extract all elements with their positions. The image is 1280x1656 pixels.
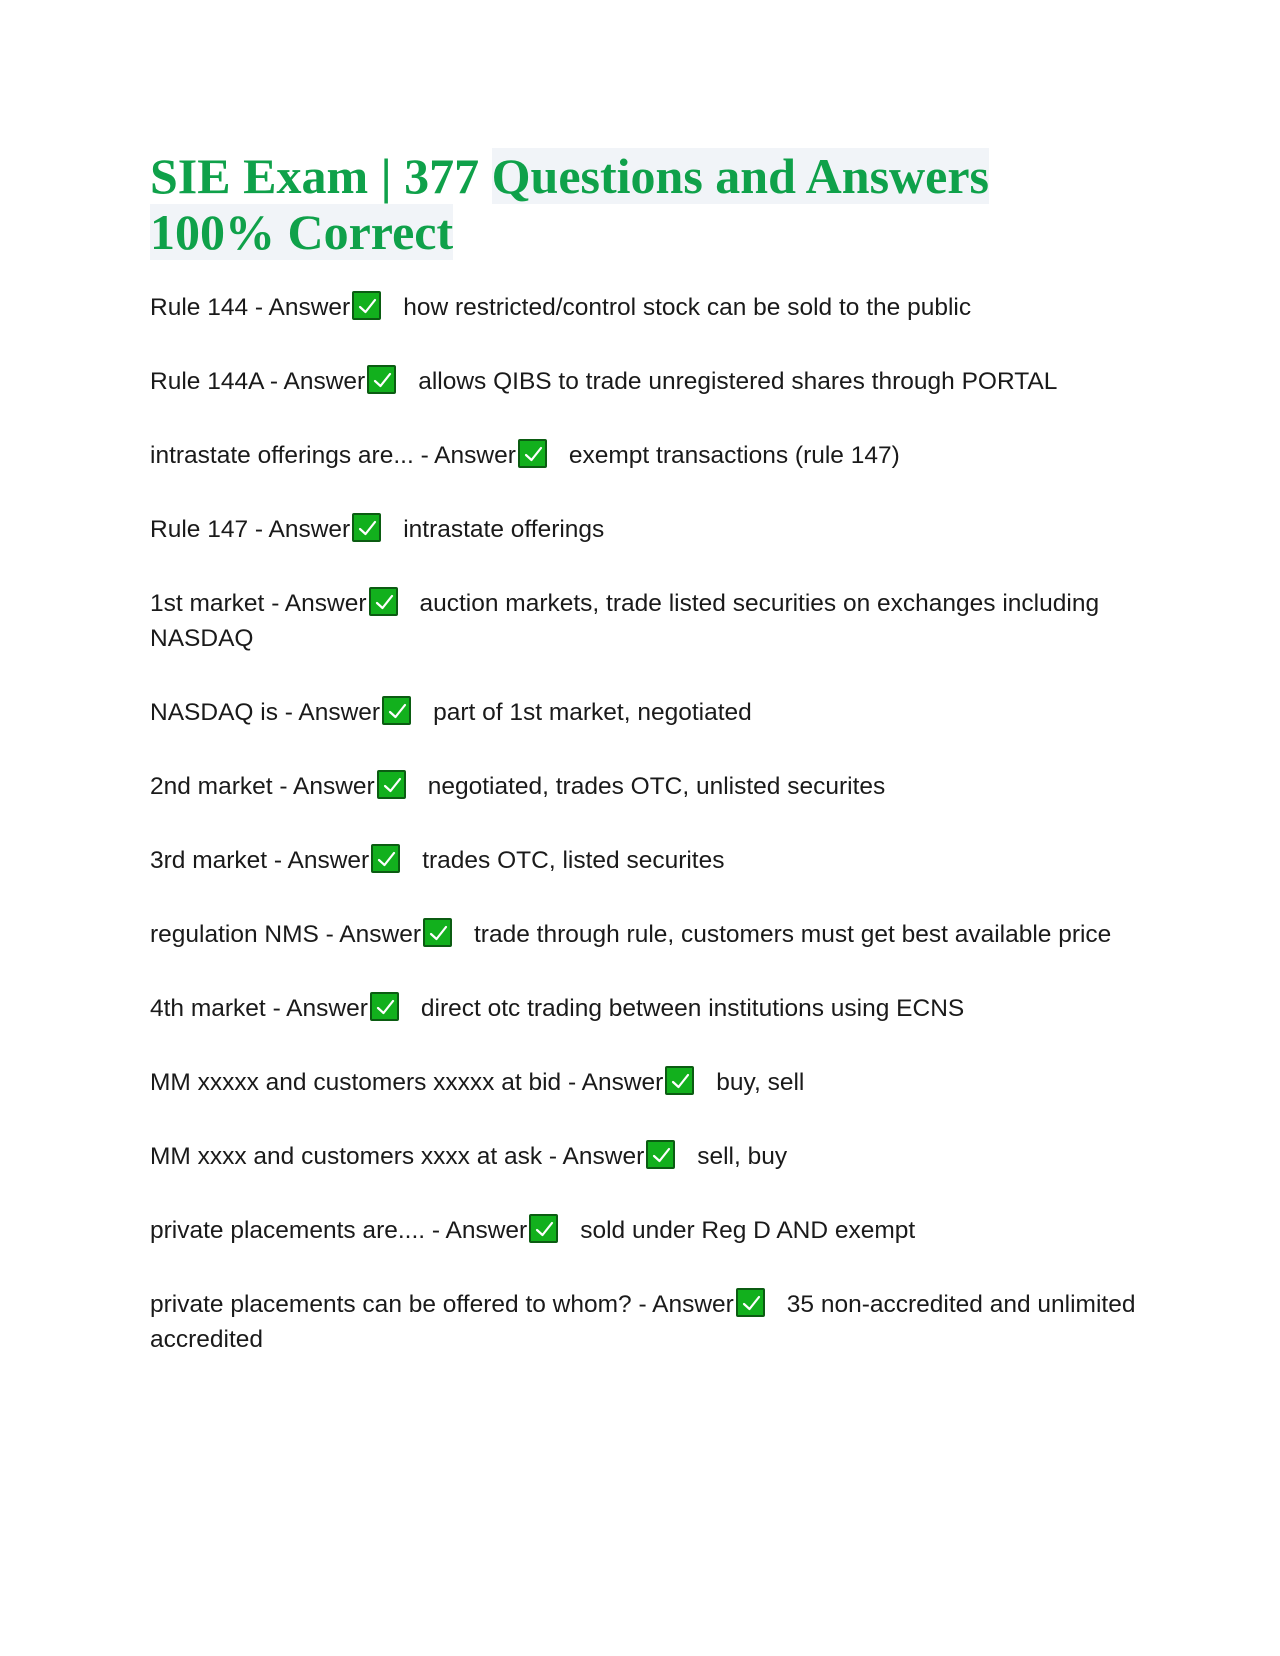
qa-item xyxy=(150,917,1140,952)
answer-text: exempt transactions (rule 147) xyxy=(568,442,900,469)
answer-label: - Answer xyxy=(273,847,370,874)
answer-label: - Answer xyxy=(325,921,421,948)
question-text: private placements are.... xyxy=(150,1217,426,1244)
qa-item xyxy=(150,1287,1140,1357)
question-text: Rule 144A xyxy=(150,368,264,395)
answer-text: negotiated, trades OTC, unlisted securites xyxy=(427,773,886,800)
qa-item xyxy=(150,1213,1140,1248)
answer-label: - Answer xyxy=(269,368,366,395)
qa-item xyxy=(150,364,1140,399)
qa-item xyxy=(150,438,1140,473)
answer-text: trade through rule, customers must get best available price xyxy=(473,921,1112,948)
answer-label: - Answer xyxy=(284,699,381,726)
qa-item xyxy=(150,991,1140,1026)
answer-label: - Answer xyxy=(254,516,351,543)
answer-label: - Answer xyxy=(254,294,351,321)
document-page xyxy=(150,148,1140,1396)
question-text: Rule 147 xyxy=(150,516,249,543)
answer-text: how restricted/control stock can be sold to the public xyxy=(403,294,972,321)
check-mark-icon xyxy=(529,1214,558,1243)
check-mark-icon xyxy=(370,992,399,1021)
title-part-1: SIE Exam | 377 xyxy=(150,148,492,204)
check-mark-icon xyxy=(423,918,452,947)
check-mark-icon xyxy=(646,1140,675,1169)
title-part-3: 100% Correct xyxy=(150,204,454,260)
answer-label: - Answer xyxy=(638,1291,734,1318)
answer-text: part of 1st market, negotiated xyxy=(433,699,752,726)
question-text: 4th market xyxy=(150,995,266,1022)
question-text: 1st market xyxy=(150,590,265,617)
question-text: regulation NMS xyxy=(150,921,319,948)
qa-list xyxy=(150,290,1140,1357)
qa-item xyxy=(150,769,1140,804)
check-mark-icon xyxy=(665,1066,694,1095)
qa-item xyxy=(150,512,1140,547)
check-mark-icon xyxy=(352,291,381,320)
question-text: MM xxxxx and customers xxxxx at bid xyxy=(150,1069,562,1096)
qa-item xyxy=(150,1139,1140,1174)
answer-text: trades OTC, listed securites xyxy=(422,847,725,874)
document-title xyxy=(150,148,1140,260)
qa-item xyxy=(150,1065,1140,1100)
answer-text: sell, buy xyxy=(697,1143,788,1170)
answer-text: direct otc trading between institutions using ECNS xyxy=(420,995,965,1022)
check-mark-icon xyxy=(736,1288,765,1317)
question-text: NASDAQ is xyxy=(150,699,278,726)
answer-text: buy, sell xyxy=(716,1069,805,1096)
question-text: intrastate offerings are... xyxy=(150,442,414,469)
qa-item xyxy=(150,843,1140,878)
check-mark-icon xyxy=(369,587,398,616)
answer-text: intrastate offerings xyxy=(403,516,605,543)
check-mark-icon xyxy=(352,513,381,542)
question-text: 3rd market xyxy=(150,847,268,874)
answer-label: - Answer xyxy=(271,590,367,617)
question-text: private placements can be offered to whom? xyxy=(150,1291,632,1318)
answer-label: - Answer xyxy=(567,1069,664,1096)
question-text: MM xxxx and customers xxxx at ask xyxy=(150,1143,543,1170)
check-mark-icon xyxy=(371,844,400,873)
answer-label: - Answer xyxy=(431,1217,528,1244)
question-text: Rule 144 xyxy=(150,294,249,321)
answer-text: auction markets, trade listed securities on exchanges including NASDAQ xyxy=(150,590,1100,652)
answer-text: sold under Reg D AND exempt xyxy=(580,1217,916,1244)
answer-label: - Answer xyxy=(548,1143,645,1170)
answer-label: - Answer xyxy=(420,442,516,469)
check-mark-icon xyxy=(367,365,396,394)
check-mark-icon xyxy=(518,439,547,468)
qa-item xyxy=(150,695,1140,730)
answer-label: - Answer xyxy=(279,773,375,800)
qa-item xyxy=(150,290,1140,325)
check-mark-icon xyxy=(377,770,406,799)
qa-item xyxy=(150,586,1140,656)
answer-text: 35 non-accredited and unlimited accredited xyxy=(150,1291,1136,1353)
title-part-2: Questions and Answers xyxy=(491,148,989,204)
check-mark-icon xyxy=(382,696,411,725)
answer-label: - Answer xyxy=(272,995,368,1022)
question-text: 2nd market xyxy=(150,773,273,800)
answer-text: allows QIBS to trade unregistered shares through PORTAL xyxy=(418,368,1058,395)
